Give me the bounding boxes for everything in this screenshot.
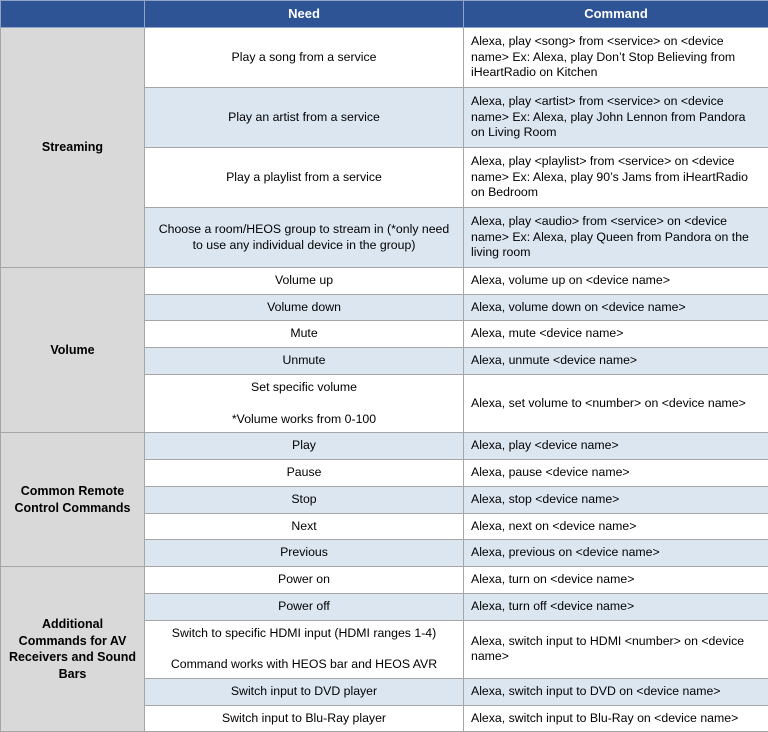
need-cell — [145, 513, 464, 540]
command-cell — [464, 679, 768, 706]
command-cell — [464, 348, 768, 375]
command-cell — [464, 148, 768, 208]
category-cell-common-remote-control-commands: Common Remote Control Commands — [1, 433, 145, 567]
command-text: Alexa, set volume to <number> on <device name> — [471, 396, 761, 412]
command-text: Alexa, switch input to DVD on <device name> — [471, 684, 761, 700]
command-text: Alexa, previous on <device name> — [471, 545, 761, 561]
command-cell — [464, 433, 768, 460]
need-text: Choose a room/HEOS group to stream in (*only need to use any individual device in the group) — [153, 222, 455, 253]
need-text: Unmute — [153, 353, 455, 369]
command-cell — [464, 88, 768, 148]
need-cell — [145, 433, 464, 460]
need-cell — [145, 540, 464, 567]
need-cell — [145, 374, 464, 432]
need-cell — [145, 567, 464, 594]
table-row — [1, 433, 768, 460]
need-cell — [145, 88, 464, 148]
need-text: Volume up — [153, 273, 455, 289]
command-text: Alexa, next on <device name> — [471, 519, 761, 535]
command-cell — [464, 540, 768, 567]
need-cell — [145, 268, 464, 295]
need-text: Power on — [153, 572, 455, 588]
header-row — [1, 1, 768, 28]
need-text: *Volume works from 0-100 — [153, 412, 455, 428]
need-text: Power off — [153, 599, 455, 615]
need-cell — [145, 620, 464, 678]
table-body — [1, 28, 768, 732]
need-text: Pause — [153, 465, 455, 481]
command-text: Alexa, volume down on <device name> — [471, 300, 761, 316]
need-cell — [145, 28, 464, 88]
need-cell — [145, 593, 464, 620]
command-text: Alexa, unmute <device name> — [471, 353, 761, 369]
category-cell-streaming: Streaming — [1, 28, 145, 268]
command-cell — [464, 268, 768, 295]
need-cell — [145, 679, 464, 706]
need-cell — [145, 208, 464, 268]
need-text: Command works with HEOS bar and HEOS AVR — [153, 657, 455, 673]
command-cell — [464, 294, 768, 321]
command-cell — [464, 620, 768, 678]
need-text: Play an artist from a service — [153, 110, 455, 126]
command-cell — [464, 28, 768, 88]
need-text: Mute — [153, 326, 455, 342]
need-cell — [145, 321, 464, 348]
command-text: Alexa, play <device name> — [471, 438, 761, 454]
command-cell — [464, 208, 768, 268]
need-text: Next — [153, 519, 455, 535]
need-text: Volume down — [153, 300, 455, 316]
column-header-category — [1, 1, 145, 28]
need-cell — [145, 705, 464, 732]
command-cell — [464, 460, 768, 487]
need-cell — [145, 148, 464, 208]
need-text: Stop — [153, 492, 455, 508]
category-cell-additional-commands-for-av-receivers-and-sound-bars: Additional Commands for AV Receivers and Sound Bars — [1, 567, 145, 732]
need-cell — [145, 348, 464, 375]
need-text: Play a song from a service — [153, 50, 455, 66]
need-text: Play — [153, 438, 455, 454]
need-text: Switch to specific HDMI input (HDMI ranges 1-4) — [153, 626, 455, 642]
table-row — [1, 567, 768, 594]
need-text: Play a playlist from a service — [153, 170, 455, 186]
command-cell — [464, 321, 768, 348]
command-text: Alexa, switch input to Blu-Ray on <device name> — [471, 711, 761, 727]
need-text: Switch input to DVD player — [153, 684, 455, 700]
need-cell — [145, 460, 464, 487]
command-text: Alexa, volume up on <device name> — [471, 273, 761, 289]
table-header — [1, 1, 768, 28]
command-cell — [464, 486, 768, 513]
command-text: Alexa, mute <device name> — [471, 326, 761, 342]
command-text: Alexa, turn on <device name> — [471, 572, 761, 588]
command-cell — [464, 513, 768, 540]
command-text: Alexa, play <playlist> from <service> on <device name> Ex: Alexa, play 90’s Jams from iHeartRadio on Bedroom — [471, 154, 761, 201]
table-row — [1, 28, 768, 88]
command-text: Alexa, play <artist> from <service> on <device name> Ex: Alexa, play John Lennon from Pandora on Living Room — [471, 94, 761, 141]
command-cell — [464, 374, 768, 432]
column-header-command: Command — [464, 1, 768, 28]
command-text: Alexa, switch input to HDMI <number> on <device name> — [471, 634, 761, 665]
command-cell — [464, 593, 768, 620]
need-text: Switch input to Blu-Ray player — [153, 711, 455, 727]
need-text: Previous — [153, 545, 455, 561]
command-text: Alexa, play <song> from <service> on <device name> Ex: Alexa, play Don’t Stop Believing from iHeartRadio on Kitchen — [471, 34, 761, 81]
command-text: Alexa, pause <device name> — [471, 465, 761, 481]
table-row — [1, 268, 768, 295]
command-cell — [464, 567, 768, 594]
column-header-need: Need — [145, 1, 464, 28]
command-text: Alexa, stop <device name> — [471, 492, 761, 508]
need-cell — [145, 294, 464, 321]
command-text: Alexa, turn off <device name> — [471, 599, 761, 615]
need-cell — [145, 486, 464, 513]
category-cell-volume: Volume — [1, 268, 145, 433]
command-cell — [464, 705, 768, 732]
command-text: Alexa, play <audio> from <service> on <device name> Ex: Alexa, play Queen from Pandora on the living room — [471, 214, 761, 261]
need-text: Set specific volume — [153, 380, 455, 396]
